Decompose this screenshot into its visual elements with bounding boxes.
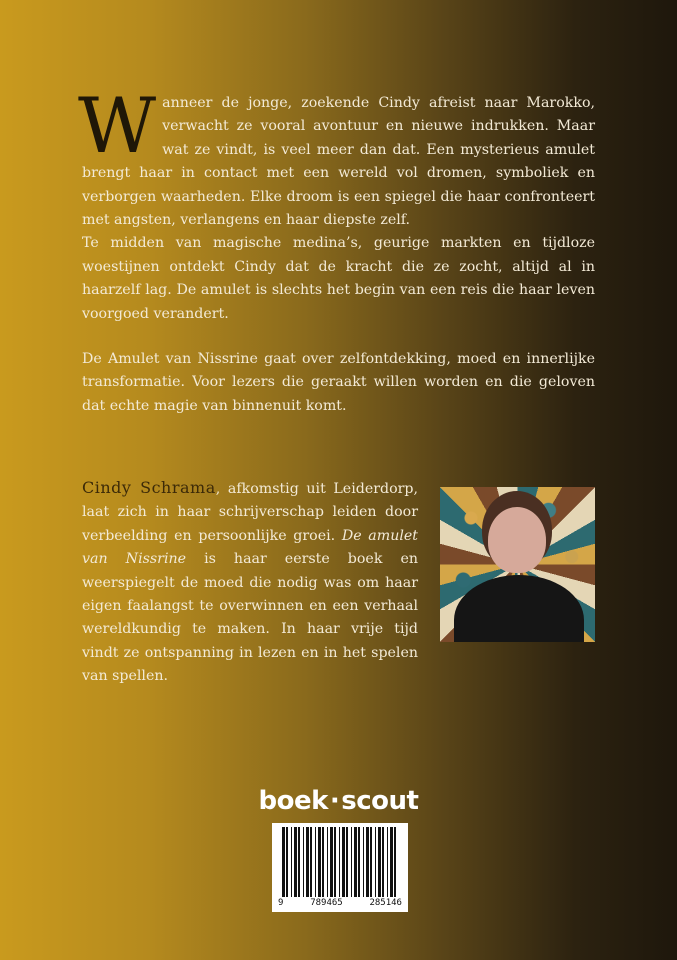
- book-title: De amulet van Nissrine: [82, 527, 418, 568]
- back-cover-blurb: [78, 81, 595, 418]
- barcode-bar: [291, 827, 292, 897]
- drop-cap: W: [78, 81, 157, 170]
- barcode-bar: [303, 827, 304, 897]
- barcode-bar: [394, 827, 396, 897]
- barcode-bar: [375, 827, 376, 897]
- barcode-bar: [351, 827, 352, 897]
- author-photo: [440, 487, 595, 642]
- barcode-bar: [294, 827, 297, 897]
- photo-person-head: [488, 507, 546, 573]
- barcode-bar: [366, 827, 369, 897]
- blurb-paragraph-1: Wanneer de jonge, zoekende Cindy afreist naar Marokko, verwacht ze vooral avontuur en nieuwe indrukken. Maar wat ze vindt, is veel meer dan dat. Een mysterieus amulet brengt haar in contact met een wereld vol dromen, symboliek en verborgen waarheden. Elke droom is een spiegel die haar confronteert met angsten, verlangens en haar diepste zelf.: [78, 81, 595, 229]
- barcode-bar: [306, 827, 309, 897]
- barcode-bar: [342, 827, 345, 897]
- publisher-logo: boek·scout: [258, 786, 419, 816]
- author-bio: Cindy Schrama, afkomstig uit Leiderdorp, laat zich in haar schrijverschap leiden door verbeelding en persoonlijke groei. De amulet van Nissrine is haar eerste boek en weerspiegelt de moed die nodig was om haar eigen faalangst te overwinnen en een verhaal wereldkundig te maken. In haar vrije tijd vindt ze ontspanning in lezen en in het spelen van spellen.: [82, 478, 419, 685]
- barcode-bar: [310, 827, 312, 897]
- barcode-bar: [339, 827, 340, 897]
- barcode-bar: [298, 827, 300, 897]
- barcode-bar: [286, 827, 288, 897]
- isbn-barcode: [272, 823, 408, 912]
- photo-person-body: [454, 575, 584, 642]
- barcode-bar: [358, 827, 360, 897]
- barcode-bar: [378, 827, 381, 897]
- barcode-bar: [390, 827, 393, 897]
- barcode-bar: [315, 827, 316, 897]
- barcode-bars: [278, 827, 402, 897]
- barcode-bar: [354, 827, 357, 897]
- barcode-bar: [330, 827, 333, 897]
- barcode-digits: 9 789465 285146: [278, 898, 402, 908]
- barcode-bar: [382, 827, 384, 897]
- barcode-bar: [346, 827, 348, 897]
- barcode-bar: [318, 827, 321, 897]
- blurb-paragraph-2: Te midden van magische medina’s, geurige markten en tijdloze woestijnen ontdekt Cindy dat de kracht die ze zocht, altijd al in haarzelf lag. De amulet is slechts het begin van een reis die haar leven voorgoed verandert.: [82, 235, 595, 322]
- barcode-bar: [282, 827, 285, 897]
- barcode-bar: [363, 827, 364, 897]
- barcode-bar: [370, 827, 372, 897]
- barcode-bar: [387, 827, 388, 897]
- barcode-bar: [322, 827, 324, 897]
- author-name: Cindy Schrama: [82, 478, 216, 497]
- blurb-paragraph-3: De Amulet van Nissrine gaat over zelfontdekking, moed en innerlijke transformatie. Voor lezers die geraakt willen worden en die geloven dat echte magie van binnenuit komt.: [82, 351, 595, 414]
- barcode-bar: [334, 827, 336, 897]
- barcode-bar: [327, 827, 328, 897]
